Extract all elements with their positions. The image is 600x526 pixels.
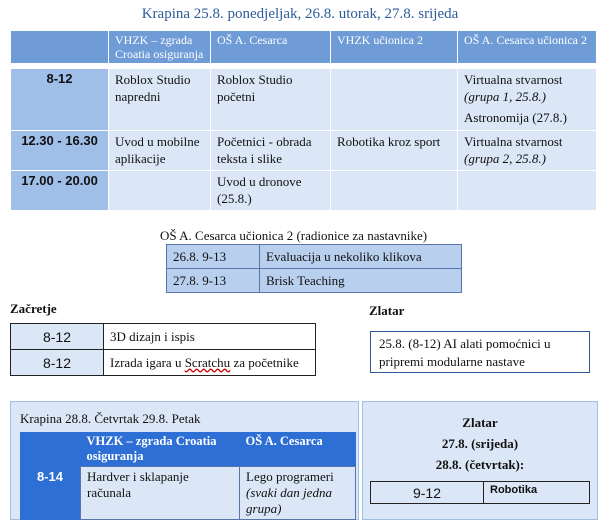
time-slot: 17.00 - 20.00 [11,171,109,211]
workshop-cell: Uvod u mobilne aplikacije [109,131,211,171]
schedule-row [11,171,597,211]
workshop-name: Virtualna stvarnost [464,134,563,149]
zlatar-panel-title: Zlatar [462,415,498,430]
seminar-row [167,269,462,293]
workshop-cell: Roblox Studio početni [211,69,331,131]
time-slot: 8-14 [20,467,81,520]
workshop-cell: Uvod u dronove (25.8.) [211,171,331,211]
header-vhzk: VHZK – zgrada Croatia osiguranja [109,31,211,64]
seminar-title: OŠ A. Cesarca učionica 2 (radionice za nastavnike) [160,228,428,243]
workshop-cell: Roblox Studio napredni [109,69,211,131]
zlatar-table [370,481,590,504]
seminar-name: Evaluacija u nekoliko klikova [260,245,462,269]
workshop-name: Virtualna stvarnost [464,72,563,87]
zacretje-row [11,350,316,376]
zacretje-row [11,324,316,350]
header-row [20,432,356,467]
seminar-date: 26.8. 9-13 [167,245,260,269]
zacretje-table [10,323,316,376]
workshop-cell [240,467,356,520]
header-vhzk-ucionica: VHZK učionica 2 [331,31,458,64]
time-slot: 8-12 [11,350,104,376]
workshop-name: Izrada igara u Scratchu za početnike [104,350,316,376]
header-os-cesarca: OŠ A. Cesarca [211,31,331,64]
seminar-table [166,244,462,293]
workshop-cell [109,171,211,211]
workshop-cell [331,171,458,211]
seminar-name: Brisk Teaching [260,269,462,293]
time-slot: 9-12 [371,482,484,504]
header-vhzk: VHZK – zgrada Croatia osiguranja [81,432,240,467]
krapina-thu-fri-title: Krapina 28.8. Četvrtak 29.8. Petak [20,411,201,426]
workshop-name: Lego programeri [246,469,334,484]
schedule-row [11,131,597,171]
workshop-name: Robotika [484,482,590,504]
workshop-cell [331,69,458,131]
header-empty [11,31,109,64]
main-schedule-table [10,30,597,211]
seminar-row [167,245,462,269]
seminar-date: 27.8. 9-13 [167,269,260,293]
time-slot: 12.30 - 16.30 [11,131,109,171]
workshop-cell: Početnici - obrada teksta i slike [211,131,331,171]
header-empty [20,432,81,467]
zacretje-title: Začretje [10,301,57,316]
workshop-name: Astronomija (27.8.) [464,110,567,125]
workshop-cell [458,171,597,211]
workshop-name: 3D dizajn i ispis [104,324,316,350]
schedule-row [11,69,597,131]
workshop-cell: Robotika kroz sport [331,131,458,171]
header-os-cesarca: OŠ A. Cesarca [240,432,356,467]
time-slot: 8-12 [11,324,104,350]
zlatar-title: Zlatar [369,303,405,318]
schedule-row [20,467,356,520]
schedule-header-row [11,31,597,64]
page-title: Krapina 25.8. ponedjeljak, 26.8. utorak, 27.8. srijeda [141,6,459,22]
zlatar-date-2: 28.8. (četvrtak): [435,457,525,472]
workshop-note: (svaki dan jedna grupa) [246,485,332,516]
krapina-thu-fri-table [20,432,356,520]
workshop-cell [458,131,597,171]
workshop-cell [458,69,597,131]
zlatar-workshop-box: 25.8. (8-12) AI alati pomoćnici u pripremi modularne nastave [370,331,590,373]
workshop-note: (grupa 1, 25.8.) [464,89,546,104]
zlatar-date-1: 27.8. (srijeda) [441,436,519,451]
spellcheck-word: Scratchu [184,354,231,370]
workshop-cell: Hardver i sklapanje računala [81,467,240,520]
zlatar-row [371,482,590,504]
header-os-ucionica: OŠ A. Cesarca učionica 2 [458,31,597,64]
workshop-note: (grupa 2, 25.8.) [464,151,546,166]
time-slot: 8-12 [11,69,109,131]
